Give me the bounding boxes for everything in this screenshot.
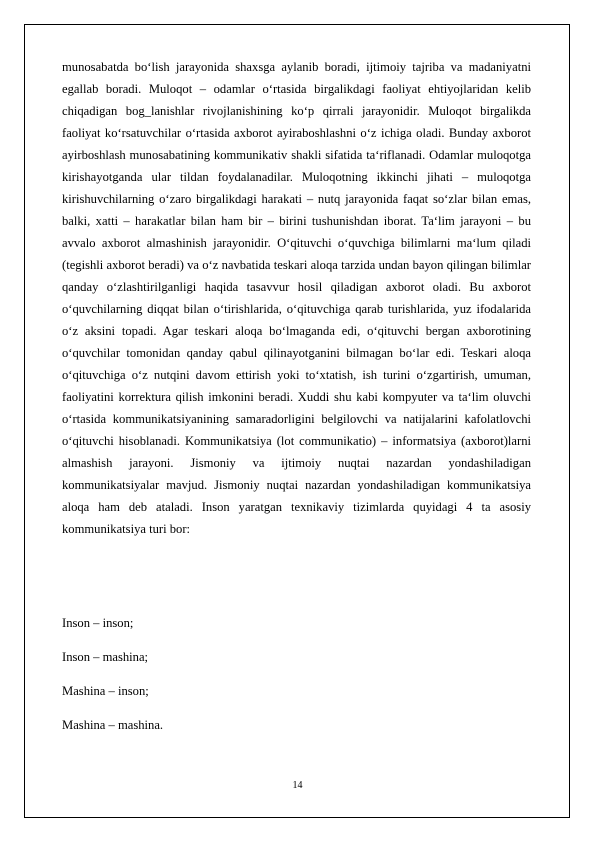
body-text xyxy=(62,56,531,540)
list-item: Inson – inson; xyxy=(62,616,134,630)
list-item: Inson – mashina; xyxy=(62,650,149,664)
main-paragraph: munosabatda boʻlish jarayonida shaxsga aylanib boradi, ijtimoiy tajriba va madaniyatni egallab boradi. Muloqot – odamlar oʻrtasida birgalikdagi faoliyat ehtiyojlaridan kelib chiqadigan bog_lanishlar rivojlanishining koʻp qirrali jarayonidir. Muloqot birgalikda faoliyat koʻrsatuvchilar oʻrtasida axborot ayiraboshlashni oʻz ichiga oladi. Bunday axborot ayirboshlash munosabatining kommunikativ shakli sifatida taʻriflanadi. Odamlar muloqotga kirishayotganda ular tildan foydalanadilar. Muloqotning ikkinchi jihati – muloqotga kirishuvchilarning oʻzaro birgalikdagi harakati – nutq jarayonida faqat soʻzlar bilan emas, balki, xatti – harakatlar bilan ham bir – birini tushunishdan iborat. Taʻlim jarayoni – bu avvalo axborot almashinish jarayonidir. Oʻqituvchi oʻquvchiga bilimlarni maʻlum qiladi (tegishli axborot beradi) va oʻz navbatida teskari aloqa tarzida undan bayon qilingan bilimlar qanday oʻzlashtirilganligi haqida tasavvur hosil qiladigan axborot oladi. Bu axborot oʻquvchilarning diqqat bilan oʻtirishlarida, oʻqituvchiga qarab turishlarida, yuz ifodalarida oʻz aksini topadi. Agar teskari aloqa boʻlmaganda edi, oʻqituvchi bergan axborotining oʻquvchilar tomonidan qanday qabul qilinayotganini bilmagan boʻlar edi. Teskari aloqa oʻqituvchiga oʻz nutqini davom ettirish yoki toʻxtatish, ish turini oʻzgartirish, umuman, faoliyatini korrektura qilish imkonini beradi. Xuddi shu kabi kompyuter va taʻlim oluvchi oʻrtasida kommunikatsiyanining samaradorligini belgilovchi va natijalarini kafolatlovchi oʻqituvchi hisoblanadi. Kommunikatsiya (lot communikatio) – informatsiya (axborot)larni almashish jarayoni. Jismoniy va ijtimoiy nuqtai nazardan yondashiladigan kommunikatsiyalar mavjud. Jismoniy nuqtai nazardan yondashiladigan kommunikatsiya aloqa ham deb ataladi. Inson yaratgan texnikaviy tizimlarda quyidagi 4 ta asosiy kommunikatsiya turi bor: xyxy=(62,60,531,536)
list-item: Mashina – mashina. xyxy=(62,718,164,732)
list-item: Mashina – inson; xyxy=(62,684,149,698)
page-number: 14 xyxy=(292,780,303,791)
